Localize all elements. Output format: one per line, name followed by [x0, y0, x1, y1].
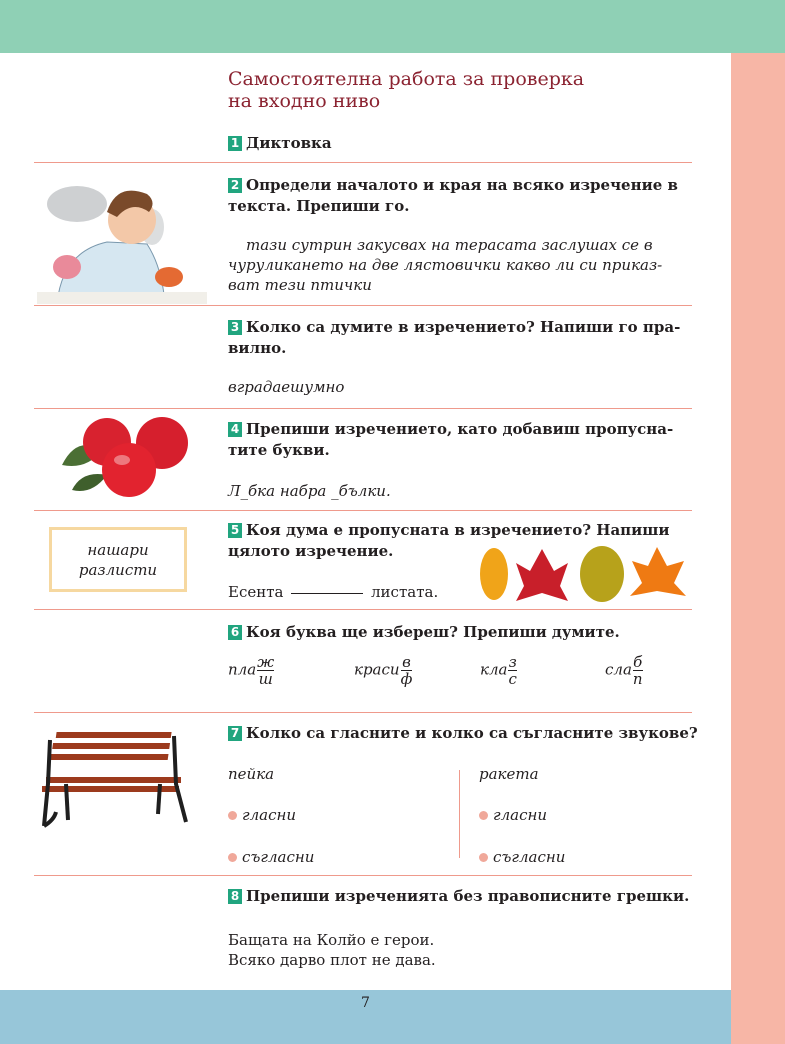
task-text: Диктовка	[246, 134, 332, 152]
letter-choice-4	[605, 654, 643, 687]
task-number: 2	[228, 178, 242, 193]
boy-breakfast-illustration	[37, 172, 207, 304]
bullet-icon	[228, 853, 237, 862]
sentence-start: Есента	[228, 583, 284, 601]
vowels-left	[228, 805, 296, 825]
word-stem: кла	[480, 660, 508, 679]
letter-choice-1	[228, 654, 274, 687]
letter-options	[508, 654, 516, 687]
task-number: 7	[228, 726, 242, 741]
divider	[34, 162, 692, 163]
box-word-1: нашари	[87, 541, 149, 559]
task-2	[228, 175, 698, 217]
divider	[34, 408, 692, 409]
autumn-leaves-illustration	[472, 541, 692, 611]
vowels-label: гласни	[242, 806, 297, 824]
letter-choice-2	[354, 654, 412, 687]
task-text: Коя буква ще избереш? Препиши думите.	[246, 623, 620, 641]
task-text: Колко са думите в изречението? Напиши го пра-вилно.	[228, 318, 681, 357]
word-choice-box	[49, 527, 187, 592]
word-left: пейка	[228, 765, 275, 783]
column-divider	[459, 770, 460, 858]
word-stem: пла	[228, 660, 257, 679]
task-8-line1: Бащата на Колйо е герои.	[228, 931, 435, 949]
bullet-icon	[228, 811, 237, 820]
task-number: 6	[228, 625, 242, 640]
letter-options	[401, 654, 413, 687]
consonants-right	[479, 847, 565, 867]
consonants-label: съгласни	[493, 848, 566, 866]
task-7	[228, 723, 698, 744]
sentence-end: листата.	[371, 583, 439, 601]
apples-illustration	[52, 415, 192, 500]
option-top: ж	[257, 653, 275, 671]
right-band	[731, 53, 785, 1044]
top-band	[0, 0, 785, 53]
bench-illustration	[36, 722, 196, 832]
option-bottom: с	[508, 670, 517, 688]
divider	[34, 305, 692, 306]
divider	[34, 712, 692, 713]
bullet-icon	[479, 853, 488, 862]
word-right: ракета	[479, 765, 539, 783]
letter-options	[633, 654, 643, 687]
task-3-body: вградаешумно	[228, 378, 345, 396]
option-bottom: п	[632, 670, 643, 688]
option-top: в	[402, 653, 411, 671]
task-number: 1	[228, 136, 242, 151]
task-text: Колко са гласните и колко са съгласните звукове?	[246, 724, 698, 742]
consonants-label: съгласни	[242, 848, 315, 866]
task-3	[228, 317, 698, 359]
divider	[34, 609, 692, 610]
bullet-icon	[479, 811, 488, 820]
consonants-left	[228, 847, 314, 867]
task-number: 8	[228, 889, 242, 904]
task-number: 5	[228, 523, 242, 538]
vowels-right	[479, 805, 547, 825]
letter-options	[257, 654, 274, 687]
task-text: Коя дума е пропусната в изречението? Напиши цялото изречение.	[228, 521, 670, 560]
title-line2: на входно ниво	[228, 90, 381, 112]
option-bottom: ф	[400, 670, 413, 688]
task-8-line2: Всяко дарво плот не дава.	[228, 951, 436, 969]
divider	[34, 875, 692, 876]
letter-choice-3	[480, 654, 517, 687]
title-line1: Самостоятелна работа за проверка	[228, 68, 585, 90]
task-text: Препиши изречението, като добавиш пропусна-тите букви.	[228, 420, 674, 459]
task-8	[228, 886, 698, 907]
task-text: Определи началото и края на всяко изречение в текста. Препиши го.	[228, 176, 678, 215]
task-text: Препиши изреченията без правописните грешки.	[246, 887, 690, 905]
option-top: б	[633, 653, 643, 671]
option-top: з	[508, 653, 517, 671]
box-word-2: разлисти	[78, 561, 158, 579]
task-number: 4	[228, 422, 242, 437]
page-title	[228, 68, 708, 112]
task-1	[228, 133, 698, 154]
task-4-body: Л_бка набра _бълки.	[228, 482, 391, 500]
divider	[34, 510, 692, 511]
task-4	[228, 419, 698, 461]
task-number: 3	[228, 320, 242, 335]
page-number: 7	[361, 995, 370, 1011]
option-bottom: ш	[258, 670, 273, 688]
vowels-label: гласни	[493, 806, 548, 824]
task-5-body	[228, 582, 438, 602]
blank-line	[291, 593, 363, 594]
task-6	[228, 622, 698, 643]
word-stem: сла	[605, 660, 632, 679]
task-2-body: тази сутрин закусвах на терасата заслушах се в чуруликането на две лястовички какво ли си приказ-ват тези птички	[228, 236, 663, 294]
word-stem: краси	[354, 660, 400, 679]
